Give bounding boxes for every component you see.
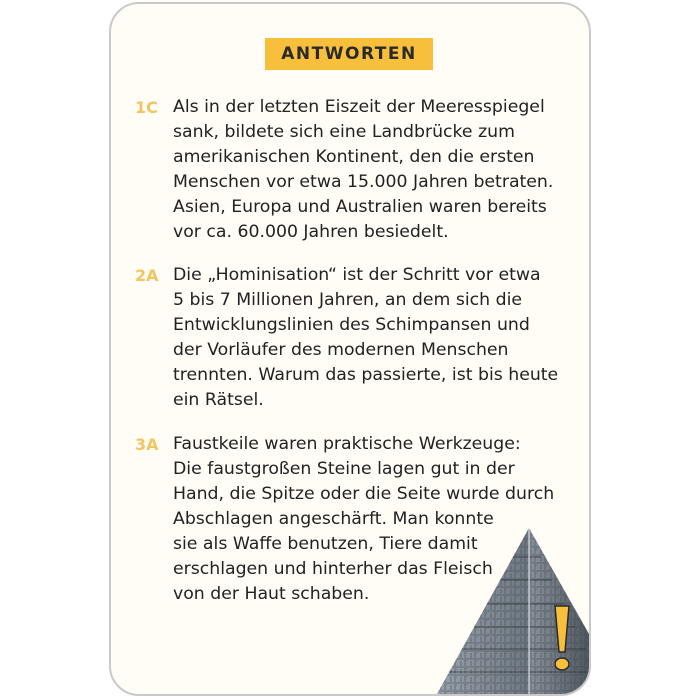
answer-line: Als in der letzten Eiszeit der Meeresspiegel: [173, 97, 545, 117]
answer-line: sie als Waffe benutzen, Tiere damit: [173, 534, 478, 554]
exclamation-icon: [555, 606, 569, 670]
answer-line: von der Haut schaben.: [173, 584, 370, 604]
answer-number: 3A: [135, 435, 159, 454]
heading-title: ANTWORTEN: [281, 44, 417, 64]
answer-line: Entwicklungslinien des Schimpansen und: [173, 315, 530, 335]
answer-line: trennten. Warum das passierte, ist bis heute: [173, 365, 559, 385]
answer-line: sank, bildete sich eine Landbrücke zum: [173, 122, 515, 142]
heading-banner: [265, 38, 433, 70]
answer-line: Menschen vor etwa 15.000 Jahren betraten.: [173, 172, 554, 192]
answer-item-2a: [135, 263, 575, 413]
answer-line: der Vorläufer des modernen Menschen: [173, 340, 509, 360]
answer-line: 5 bis 7 Millionen Jahren, an dem sich die: [173, 290, 523, 310]
answer-text: [173, 263, 558, 413]
answer-item-1c: [135, 95, 575, 245]
answer-line: Faustkeile waren praktische Werkzeuge:: [173, 434, 521, 454]
answer-number: 2A: [135, 266, 159, 285]
answer-line: Die faustgroßen Steine lagen gut in der: [173, 459, 515, 479]
answer-line: erschlagen und hinterher das Fleisch: [173, 559, 493, 579]
answer-line: Abschlagen angeschärft. Man konnte: [173, 509, 494, 529]
answer-text: [173, 95, 553, 245]
answer-line: ein Rätsel.: [173, 390, 264, 410]
pyramid-illustration: [429, 524, 589, 694]
answer-line: Hand, die Spitze oder die Seite wurde durch: [173, 484, 555, 504]
answer-line: Asien, Europa und Australien waren bereits: [173, 197, 547, 217]
answer-line: amerikanischen Kontinent, den die ersten: [173, 147, 535, 167]
answer-line: vor ca. 60.000 Jahren besiedelt.: [173, 222, 449, 242]
answer-number: 1C: [135, 98, 158, 117]
answer-card: [109, 2, 591, 696]
answer-line: Die „Hominisation“ ist der Schritt vor etwa: [173, 265, 541, 285]
